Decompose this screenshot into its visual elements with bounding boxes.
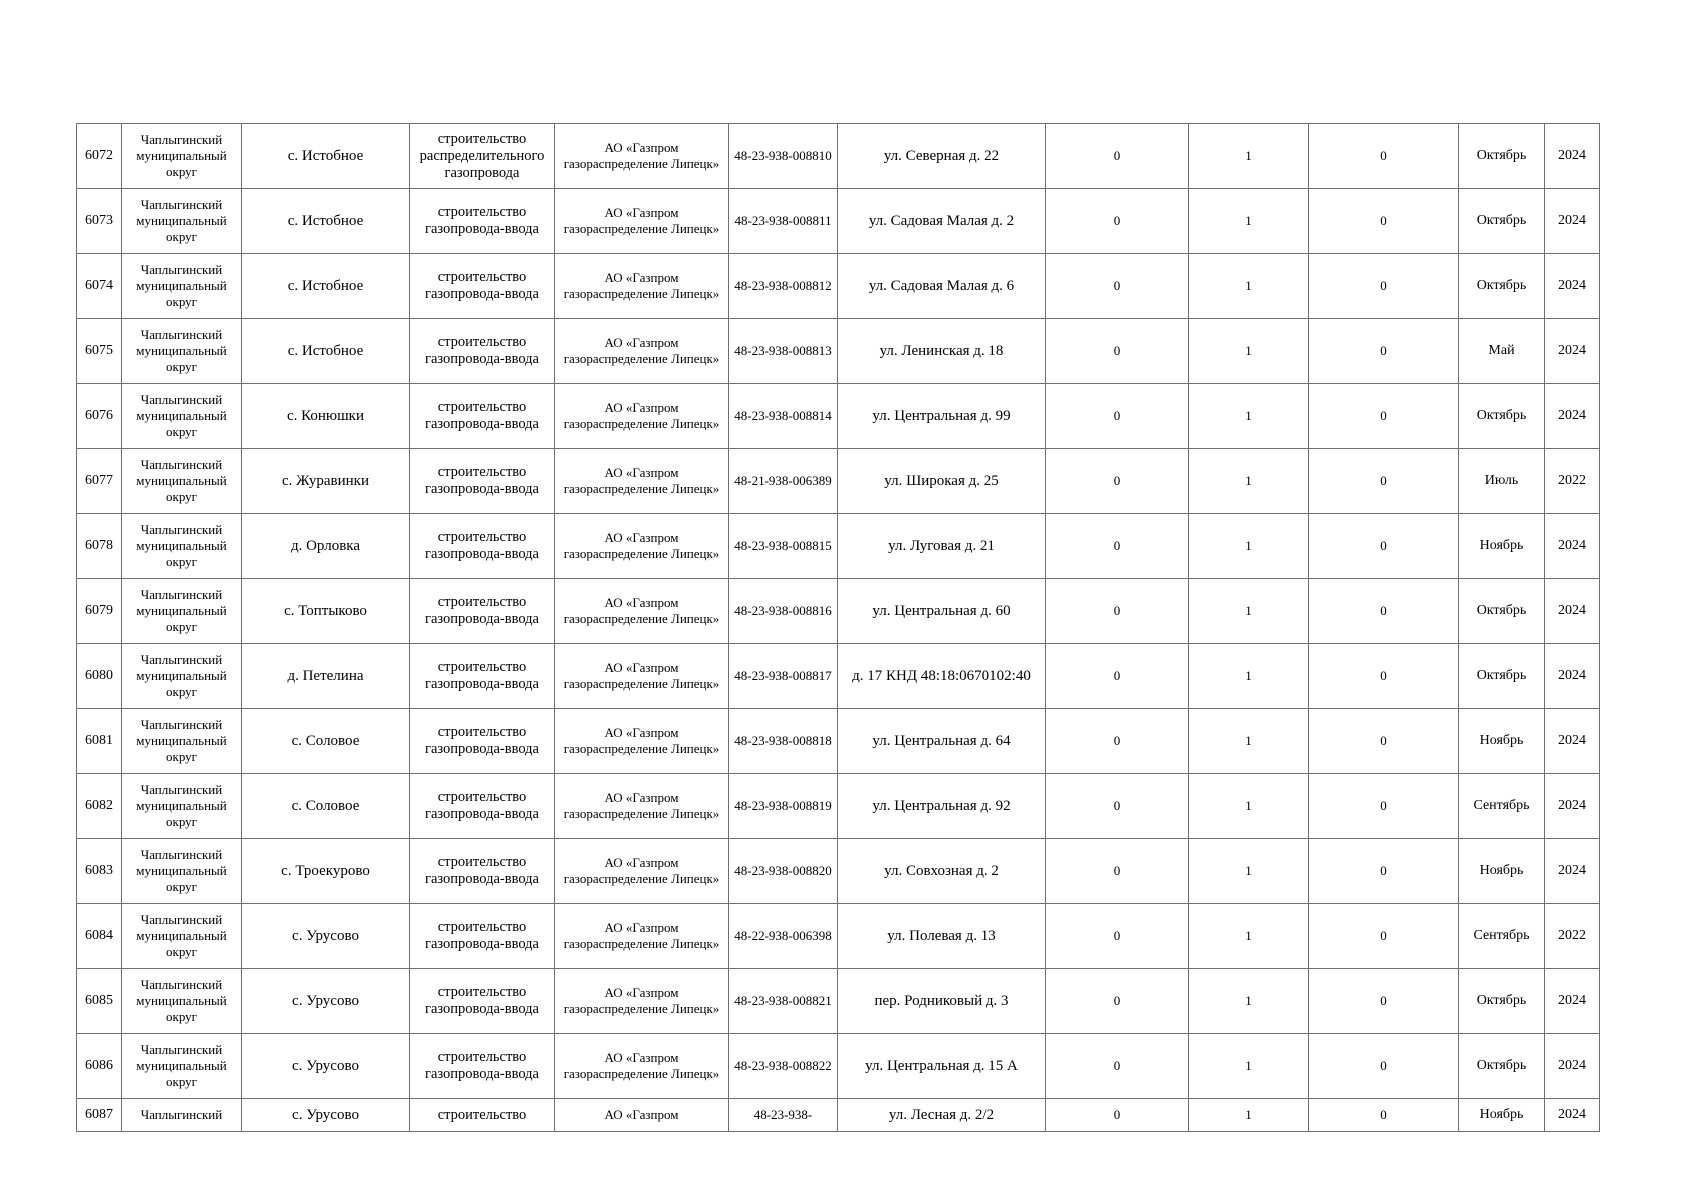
work-type-cell: строительство газопровода-ввода <box>410 709 555 774</box>
organization-cell: АО «Газпром газораспределение Липецк» <box>555 969 729 1034</box>
object-code-cell: 48-23-938-008810 <box>729 124 838 189</box>
month-cell: Октябрь <box>1459 189 1545 254</box>
object-code-cell: 48-23-938-008811 <box>729 189 838 254</box>
table-row <box>77 579 1600 644</box>
locality-cell: д. Орловка <box>242 514 410 579</box>
row-number: 6083 <box>77 839 122 904</box>
month-cell: Октябрь <box>1459 969 1545 1034</box>
work-type-cell: строительство газопровода-ввода <box>410 319 555 384</box>
table-row <box>77 1099 1600 1132</box>
organization-cell: АО «Газпром газораспределение Липецк» <box>555 774 729 839</box>
locality-cell: с. Журавинки <box>242 449 410 514</box>
value-1-cell: 0 <box>1046 709 1189 774</box>
year-cell: 2024 <box>1545 124 1600 189</box>
month-cell: Ноябрь <box>1459 514 1545 579</box>
month-cell: Октябрь <box>1459 254 1545 319</box>
gasification-table <box>76 123 1600 1132</box>
row-number: 6078 <box>77 514 122 579</box>
value-1-cell: 0 <box>1046 319 1189 384</box>
district-cell: Чаплыгинский муниципальный округ <box>122 254 242 319</box>
object-code-cell: 48-23-938-008820 <box>729 839 838 904</box>
organization-cell: АО «Газпром газораспределение Липецк» <box>555 514 729 579</box>
value-3-cell: 0 <box>1309 189 1459 254</box>
address-cell: ул. Садовая Малая д. 6 <box>838 254 1046 319</box>
table-row <box>77 449 1600 514</box>
object-code-cell: 48-23-938-008822 <box>729 1034 838 1099</box>
address-cell: ул. Лесная д. 2/2 <box>838 1099 1046 1132</box>
row-number: 6073 <box>77 189 122 254</box>
value-3-cell: 0 <box>1309 384 1459 449</box>
year-cell: 2024 <box>1545 319 1600 384</box>
organization-cell: АО «Газпром газораспределение Липецк» <box>555 124 729 189</box>
month-cell: Ноябрь <box>1459 709 1545 774</box>
district-cell: Чаплыгинский муниципальный округ <box>122 514 242 579</box>
district-cell: Чаплыгинский муниципальный округ <box>122 449 242 514</box>
value-3-cell: 0 <box>1309 579 1459 644</box>
value-1-cell: 0 <box>1046 514 1189 579</box>
address-cell: ул. Садовая Малая д. 2 <box>838 189 1046 254</box>
locality-cell: с. Истобное <box>242 254 410 319</box>
month-cell: Октябрь <box>1459 384 1545 449</box>
year-cell: 2024 <box>1545 514 1600 579</box>
address-cell: ул. Центральная д. 99 <box>838 384 1046 449</box>
organization-cell: АО «Газпром газораспределение Липецк» <box>555 579 729 644</box>
value-3-cell: 0 <box>1309 1099 1459 1132</box>
month-cell: Октябрь <box>1459 644 1545 709</box>
value-2-cell: 1 <box>1189 1034 1309 1099</box>
row-number: 6086 <box>77 1034 122 1099</box>
work-type-cell: строительство газопровода-ввода <box>410 904 555 969</box>
district-cell: Чаплыгинский <box>122 1099 242 1132</box>
district-cell: Чаплыгинский муниципальный округ <box>122 904 242 969</box>
work-type-cell: строительство распределительного газопровода <box>410 124 555 189</box>
year-cell: 2024 <box>1545 774 1600 839</box>
locality-cell: д. Петелина <box>242 644 410 709</box>
organization-cell: АО «Газпром газораспределение Липецк» <box>555 1034 729 1099</box>
address-cell: ул. Центральная д. 92 <box>838 774 1046 839</box>
table-row <box>77 839 1600 904</box>
object-code-cell: 48-23-938-008813 <box>729 319 838 384</box>
table-row <box>77 644 1600 709</box>
table-row <box>77 319 1600 384</box>
organization-cell: АО «Газпром газораспределение Липецк» <box>555 839 729 904</box>
district-cell: Чаплыгинский муниципальный округ <box>122 384 242 449</box>
value-1-cell: 0 <box>1046 1034 1189 1099</box>
year-cell: 2024 <box>1545 709 1600 774</box>
value-1-cell: 0 <box>1046 449 1189 514</box>
year-cell: 2024 <box>1545 644 1600 709</box>
object-code-cell: 48-22-938-006398 <box>729 904 838 969</box>
value-2-cell: 1 <box>1189 514 1309 579</box>
address-cell: ул. Полевая д. 13 <box>838 904 1046 969</box>
table-row <box>77 1034 1600 1099</box>
object-code-cell: 48-23-938-008819 <box>729 774 838 839</box>
value-1-cell: 0 <box>1046 254 1189 319</box>
row-number: 6084 <box>77 904 122 969</box>
table-row <box>77 904 1600 969</box>
value-2-cell: 1 <box>1189 124 1309 189</box>
locality-cell: с. Соловое <box>242 774 410 839</box>
row-number: 6080 <box>77 644 122 709</box>
value-1-cell: 0 <box>1046 384 1189 449</box>
table-body <box>77 124 1600 1132</box>
value-2-cell: 1 <box>1189 774 1309 839</box>
locality-cell: с. Урусово <box>242 904 410 969</box>
row-number: 6074 <box>77 254 122 319</box>
organization-cell: АО «Газпром газораспределение Липецк» <box>555 709 729 774</box>
month-cell: Октябрь <box>1459 1034 1545 1099</box>
organization-cell: АО «Газпром газораспределение Липецк» <box>555 644 729 709</box>
value-2-cell: 1 <box>1189 579 1309 644</box>
object-code-cell: 48-21-938-006389 <box>729 449 838 514</box>
row-number: 6075 <box>77 319 122 384</box>
value-2-cell: 1 <box>1189 254 1309 319</box>
row-number: 6072 <box>77 124 122 189</box>
address-cell: ул. Центральная д. 64 <box>838 709 1046 774</box>
table-row <box>77 189 1600 254</box>
value-1-cell: 0 <box>1046 839 1189 904</box>
month-cell: Июль <box>1459 449 1545 514</box>
district-cell: Чаплыгинский муниципальный округ <box>122 709 242 774</box>
row-number: 6077 <box>77 449 122 514</box>
value-3-cell: 0 <box>1309 969 1459 1034</box>
value-2-cell: 1 <box>1189 709 1309 774</box>
work-type-cell: строительство газопровода-ввода <box>410 969 555 1034</box>
row-number: 6085 <box>77 969 122 1034</box>
work-type-cell: строительство газопровода-ввода <box>410 774 555 839</box>
object-code-cell: 48-23-938-008814 <box>729 384 838 449</box>
value-1-cell: 0 <box>1046 644 1189 709</box>
value-2-cell: 1 <box>1189 319 1309 384</box>
district-cell: Чаплыгинский муниципальный округ <box>122 644 242 709</box>
locality-cell: с. Истобное <box>242 124 410 189</box>
value-2-cell: 1 <box>1189 969 1309 1034</box>
table-row <box>77 514 1600 579</box>
value-1-cell: 0 <box>1046 1099 1189 1132</box>
row-number: 6079 <box>77 579 122 644</box>
month-cell: Ноябрь <box>1459 1099 1545 1132</box>
table-row <box>77 124 1600 189</box>
value-2-cell: 1 <box>1189 384 1309 449</box>
object-code-cell: 48-23-938-008817 <box>729 644 838 709</box>
object-code-cell: 48-23-938-008818 <box>729 709 838 774</box>
month-cell: Май <box>1459 319 1545 384</box>
year-cell: 2022 <box>1545 449 1600 514</box>
address-cell: ул. Ленинская д. 18 <box>838 319 1046 384</box>
table-row <box>77 709 1600 774</box>
value-3-cell: 0 <box>1309 774 1459 839</box>
year-cell: 2024 <box>1545 384 1600 449</box>
month-cell: Ноябрь <box>1459 839 1545 904</box>
object-code-cell: 48-23-938-008815 <box>729 514 838 579</box>
month-cell: Сентябрь <box>1459 904 1545 969</box>
address-cell: д. 17 КНД 48:18:0670102:40 <box>838 644 1046 709</box>
address-cell: ул. Центральная д. 60 <box>838 579 1046 644</box>
value-3-cell: 0 <box>1309 514 1459 579</box>
value-2-cell: 1 <box>1189 839 1309 904</box>
work-type-cell: строительство газопровода-ввода <box>410 644 555 709</box>
address-cell: ул. Луговая д. 21 <box>838 514 1046 579</box>
organization-cell: АО «Газпром газораспределение Липецк» <box>555 449 729 514</box>
address-cell: ул. Совхозная д. 2 <box>838 839 1046 904</box>
value-3-cell: 0 <box>1309 124 1459 189</box>
locality-cell: с. Урусово <box>242 1034 410 1099</box>
year-cell: 2022 <box>1545 904 1600 969</box>
value-2-cell: 1 <box>1189 904 1309 969</box>
value-2-cell: 1 <box>1189 644 1309 709</box>
locality-cell: с. Топтыково <box>242 579 410 644</box>
organization-cell: АО «Газпром газораспределение Липецк» <box>555 384 729 449</box>
row-number: 6087 <box>77 1099 122 1132</box>
work-type-cell: строительство газопровода-ввода <box>410 839 555 904</box>
year-cell: 2024 <box>1545 1034 1600 1099</box>
locality-cell: с. Троекурово <box>242 839 410 904</box>
row-number: 6081 <box>77 709 122 774</box>
district-cell: Чаплыгинский муниципальный округ <box>122 189 242 254</box>
work-type-cell: строительство газопровода-ввода <box>410 579 555 644</box>
value-3-cell: 0 <box>1309 904 1459 969</box>
address-cell: ул. Широкая д. 25 <box>838 449 1046 514</box>
month-cell: Сентябрь <box>1459 774 1545 839</box>
locality-cell: с. Урусово <box>242 969 410 1034</box>
locality-cell: с. Истобное <box>242 189 410 254</box>
work-type-cell: строительство газопровода-ввода <box>410 449 555 514</box>
district-cell: Чаплыгинский муниципальный округ <box>122 319 242 384</box>
value-2-cell: 1 <box>1189 189 1309 254</box>
district-cell: Чаплыгинский муниципальный округ <box>122 1034 242 1099</box>
value-3-cell: 0 <box>1309 839 1459 904</box>
year-cell: 2024 <box>1545 579 1600 644</box>
organization-cell: АО «Газпром газораспределение Липецк» <box>555 189 729 254</box>
value-2-cell: 1 <box>1189 1099 1309 1132</box>
district-cell: Чаплыгинский муниципальный округ <box>122 969 242 1034</box>
year-cell: 2024 <box>1545 839 1600 904</box>
table-row <box>77 774 1600 839</box>
object-code-cell: 48-23-938- <box>729 1099 838 1132</box>
district-cell: Чаплыгинский муниципальный округ <box>122 124 242 189</box>
district-cell: Чаплыгинский муниципальный округ <box>122 839 242 904</box>
locality-cell: с. Соловое <box>242 709 410 774</box>
organization-cell: АО «Газпром газораспределение Липецк» <box>555 254 729 319</box>
locality-cell: с. Урусово <box>242 1099 410 1132</box>
organization-cell: АО «Газпром <box>555 1099 729 1132</box>
value-1-cell: 0 <box>1046 124 1189 189</box>
value-3-cell: 0 <box>1309 709 1459 774</box>
value-1-cell: 0 <box>1046 904 1189 969</box>
organization-cell: АО «Газпром газораспределение Липецк» <box>555 904 729 969</box>
value-3-cell: 0 <box>1309 254 1459 319</box>
value-3-cell: 0 <box>1309 1034 1459 1099</box>
year-cell: 2024 <box>1545 189 1600 254</box>
address-cell: пер. Родниковый д. 3 <box>838 969 1046 1034</box>
value-1-cell: 0 <box>1046 189 1189 254</box>
district-cell: Чаплыгинский муниципальный округ <box>122 579 242 644</box>
value-3-cell: 0 <box>1309 319 1459 384</box>
table-row <box>77 384 1600 449</box>
year-cell: 2024 <box>1545 1099 1600 1132</box>
year-cell: 2024 <box>1545 969 1600 1034</box>
work-type-cell: строительство газопровода-ввода <box>410 254 555 319</box>
work-type-cell: строительство газопровода-ввода <box>410 189 555 254</box>
object-code-cell: 48-23-938-008812 <box>729 254 838 319</box>
row-number: 6082 <box>77 774 122 839</box>
value-2-cell: 1 <box>1189 449 1309 514</box>
object-code-cell: 48-23-938-008821 <box>729 969 838 1034</box>
year-cell: 2024 <box>1545 254 1600 319</box>
locality-cell: с. Истобное <box>242 319 410 384</box>
work-type-cell: строительство газопровода-ввода <box>410 384 555 449</box>
row-number: 6076 <box>77 384 122 449</box>
month-cell: Октябрь <box>1459 124 1545 189</box>
value-3-cell: 0 <box>1309 644 1459 709</box>
district-cell: Чаплыгинский муниципальный округ <box>122 774 242 839</box>
work-type-cell: строительство газопровода-ввода <box>410 1034 555 1099</box>
value-1-cell: 0 <box>1046 774 1189 839</box>
organization-cell: АО «Газпром газораспределение Липецк» <box>555 319 729 384</box>
table-row <box>77 969 1600 1034</box>
object-code-cell: 48-23-938-008816 <box>729 579 838 644</box>
address-cell: ул. Центральная д. 15 А <box>838 1034 1046 1099</box>
address-cell: ул. Северная д. 22 <box>838 124 1046 189</box>
locality-cell: с. Конюшки <box>242 384 410 449</box>
value-1-cell: 0 <box>1046 969 1189 1034</box>
value-1-cell: 0 <box>1046 579 1189 644</box>
work-type-cell: строительство <box>410 1099 555 1132</box>
work-type-cell: строительство газопровода-ввода <box>410 514 555 579</box>
month-cell: Октябрь <box>1459 579 1545 644</box>
value-3-cell: 0 <box>1309 449 1459 514</box>
table-row <box>77 254 1600 319</box>
